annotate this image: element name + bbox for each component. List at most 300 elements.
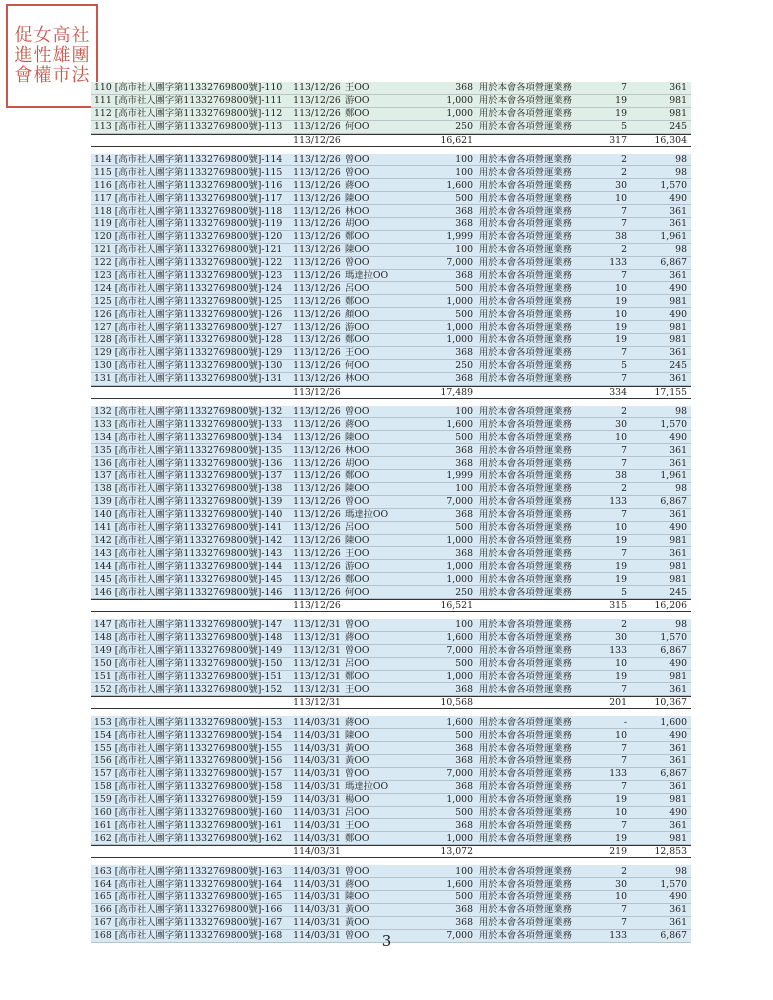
date-cell: 113/12/26 — [293, 560, 341, 572]
net-amount-cell: 361 — [669, 347, 687, 359]
receipt-reference: [高市社人團字第11332769800號]-145 — [114, 573, 283, 585]
receipt-number-cell — [91, 632, 291, 643]
receipt-number-cell — [91, 619, 291, 630]
receipt-reference: [高市社人團字第11332769800號]-168 — [114, 930, 283, 942]
amount-cell: 500 — [455, 308, 473, 320]
donor-name-cell: 胡OO — [345, 218, 370, 230]
amount-cell: 7,000 — [446, 257, 473, 269]
receipt-number-cell — [91, 406, 291, 417]
amount-cell: 368 — [455, 218, 473, 230]
net-amount-cell: 98 — [675, 244, 687, 256]
net-amount-cell: 361 — [669, 205, 687, 217]
fee-cell: 133 — [609, 257, 627, 269]
fee-cell: - — [623, 716, 627, 728]
fee-cell: 19 — [615, 832, 627, 844]
table-row — [91, 334, 691, 347]
purpose-cell: 用於本會各項營運業務 — [479, 547, 572, 559]
row-number: 129 — [94, 347, 112, 359]
amount-cell: 1,000 — [446, 832, 473, 844]
row-number: 163 — [94, 865, 112, 877]
donor-name-cell: 瑪達拉OO — [345, 781, 389, 793]
donor-name-cell: 何OO — [345, 121, 370, 133]
row-number: 119 — [94, 218, 112, 230]
receipt-reference: [高市社人團字第11332769800號]-149 — [114, 645, 283, 657]
donor-name-cell: 蔣OO — [345, 632, 370, 644]
purpose-cell: 用於本會各項營運業務 — [479, 108, 572, 120]
table-row — [91, 768, 691, 781]
row-number: 113 — [94, 121, 112, 133]
receipt-reference: [高市社人團字第11332769800號]-125 — [114, 295, 283, 307]
purpose-cell: 用於本會各項營運業務 — [479, 534, 572, 546]
row-number: 110 — [94, 82, 112, 94]
receipt-number-cell — [91, 154, 291, 165]
net-amount-cell: 361 — [669, 819, 687, 831]
receipt-reference: [高市社人團字第11332769800號]-111 — [114, 95, 283, 107]
receipt-number-cell — [91, 373, 291, 384]
net-amount-cell: 6,867 — [660, 930, 687, 942]
table-row — [91, 683, 691, 696]
receipt-number-cell — [91, 218, 291, 229]
date-cell: 113/12/26 — [293, 166, 341, 178]
amount-cell: 250 — [455, 360, 473, 372]
date-cell: 114/03/31 — [293, 832, 341, 844]
fee-cell: 19 — [615, 794, 627, 806]
date-cell: 114/03/31 — [293, 794, 341, 806]
purpose-cell: 用於本會各項營運業務 — [479, 658, 572, 670]
fee-cell: 19 — [615, 321, 627, 333]
receipt-number-cell — [91, 167, 291, 178]
receipt-number-cell — [91, 917, 291, 928]
table-row — [91, 192, 691, 205]
receipt-reference: [高市社人團字第11332769800號]-119 — [114, 218, 283, 230]
receipt-reference: [高市社人團字第11332769800號]-154 — [114, 729, 283, 741]
amount-cell: 1,000 — [446, 573, 473, 585]
table-row — [91, 742, 691, 755]
receipt-number-cell — [91, 445, 291, 456]
fee-cell: 19 — [615, 295, 627, 307]
fee-cell: 19 — [615, 108, 627, 120]
table-row — [91, 444, 691, 457]
amount-cell: 100 — [455, 166, 473, 178]
date-cell: 113/12/26 — [293, 573, 341, 585]
donor-name-cell: 游OO — [345, 95, 370, 107]
fee-cell: 7 — [621, 742, 627, 754]
donor-name-cell: 游OO — [345, 321, 370, 333]
donor-name-cell: 林OO — [345, 444, 370, 456]
receipt-reference: [高市社人團字第11332769800號]-162 — [114, 832, 283, 844]
row-number: 116 — [94, 179, 112, 191]
subtotal-net-cell: 16,304 — [654, 134, 687, 146]
group-separator — [91, 709, 691, 716]
receipt-number-cell — [91, 496, 291, 507]
donor-name-cell: 黃OO — [345, 917, 370, 929]
fee-cell: 10 — [615, 308, 627, 320]
donor-name-cell: 曾OO — [345, 865, 370, 877]
donor-name-cell: 呂OO — [345, 658, 370, 670]
table-row — [91, 573, 691, 586]
amount-cell: 368 — [455, 755, 473, 767]
table-row — [91, 121, 691, 134]
net-amount-cell: 981 — [669, 670, 687, 682]
fee-cell: 30 — [615, 179, 627, 191]
receipt-number-cell — [91, 108, 291, 119]
receipt-reference: [高市社人團字第11332769800號]-151 — [114, 670, 283, 682]
receipt-reference: [高市社人團字第11332769800號]-161 — [114, 819, 283, 831]
fee-cell: 10 — [615, 891, 627, 903]
net-amount-cell: 981 — [669, 534, 687, 546]
purpose-cell: 用於本會各項營運業務 — [479, 231, 572, 243]
fee-cell: 7 — [621, 904, 627, 916]
receipt-reference: [高市社人團字第11332769800號]-124 — [114, 282, 283, 294]
row-number: 152 — [94, 683, 112, 695]
amount-cell: 100 — [455, 483, 473, 495]
amount-cell: 1,999 — [446, 470, 473, 482]
receipt-number-cell — [91, 432, 291, 443]
fee-cell: 19 — [615, 670, 627, 682]
receipt-reference: [高市社人團字第11332769800號]-134 — [114, 431, 283, 443]
date-cell: 114/03/31 — [293, 729, 341, 741]
donor-name-cell: 鄭OO — [345, 470, 370, 482]
amount-cell: 1,000 — [446, 108, 473, 120]
seal-column: 社 團 法 — [71, 25, 90, 86]
receipt-reference: [高市社人團字第11332769800號]-147 — [114, 619, 283, 631]
row-number: 162 — [94, 832, 112, 844]
net-amount-cell: 981 — [669, 321, 687, 333]
row-number: 165 — [94, 891, 112, 903]
table-row — [91, 179, 691, 192]
date-cell: 114/03/31 — [293, 716, 341, 728]
donor-name-cell: 鄭OO — [345, 832, 370, 844]
purpose-cell: 用於本會各項營運業務 — [479, 154, 572, 165]
amount-cell: 500 — [455, 729, 473, 741]
amount-cell: 368 — [455, 205, 473, 217]
receipt-reference: [高市社人團字第11332769800號]-131 — [114, 373, 283, 385]
purpose-cell: 用於本會各項營運業務 — [479, 347, 572, 359]
fee-cell: 19 — [615, 334, 627, 346]
fee-cell: 5 — [621, 360, 627, 372]
amount-cell: 7,000 — [446, 645, 473, 657]
row-number: 149 — [94, 645, 112, 657]
purpose-cell: 用於本會各項營運業務 — [479, 270, 572, 282]
group-separator — [91, 147, 691, 154]
fee-cell: 7 — [621, 347, 627, 359]
row-number: 118 — [94, 205, 112, 217]
net-amount-cell: 981 — [669, 794, 687, 806]
table-row — [91, 586, 691, 599]
table-row — [91, 347, 691, 360]
receipt-number-cell — [91, 794, 291, 805]
purpose-cell: 用於本會各項營運業務 — [479, 645, 572, 657]
date-cell: 113/12/26 — [293, 586, 341, 598]
date-cell: 113/12/26 — [293, 483, 341, 495]
donor-name-cell: 鄭OO — [345, 670, 370, 682]
purpose-cell: 用於本會各項營運業務 — [479, 716, 572, 728]
amount-cell: 100 — [455, 865, 473, 877]
donor-name-cell: 瑪達拉OO — [345, 509, 389, 521]
seal-column: 女 性 權 — [33, 25, 52, 86]
seal-column: 促 進 會 — [14, 25, 33, 86]
purpose-cell: 用於本會各項營運業務 — [479, 522, 572, 534]
donor-name-cell: 陳OO — [345, 244, 370, 256]
purpose-cell: 用於本會各項營運業務 — [479, 218, 572, 230]
donor-name-cell: 曾OO — [345, 406, 370, 418]
subtotal-date-cell: 113/12/26 — [293, 599, 341, 611]
amount-cell: 368 — [455, 82, 473, 94]
amount-cell: 368 — [455, 683, 473, 695]
date-cell: 113/12/31 — [293, 658, 341, 670]
fee-cell: 7 — [621, 270, 627, 282]
row-number: 168 — [94, 930, 112, 942]
net-amount-cell: 245 — [669, 121, 687, 133]
row-number: 135 — [94, 444, 112, 456]
receipt-number-cell — [91, 283, 291, 294]
date-cell: 113/12/26 — [293, 192, 341, 204]
net-amount-cell: 361 — [669, 444, 687, 456]
date-cell: 113/12/26 — [293, 218, 341, 230]
row-number: 120 — [94, 231, 112, 243]
purpose-cell: 用於本會各項營運業務 — [479, 406, 572, 418]
receipt-reference: [高市社人團字第11332769800號]-127 — [114, 321, 283, 333]
net-amount-cell: 361 — [669, 373, 687, 385]
net-amount-cell: 1,570 — [660, 632, 687, 644]
purpose-cell: 用於本會各項營運業務 — [479, 244, 572, 256]
receipt-reference: [高市社人團字第11332769800號]-150 — [114, 658, 283, 670]
table-row — [91, 231, 691, 244]
purpose-cell: 用於本會各項營運業務 — [479, 257, 572, 269]
date-cell: 113/12/26 — [293, 82, 341, 94]
net-amount-cell: 6,867 — [660, 768, 687, 780]
purpose-cell: 用於本會各項營運業務 — [479, 904, 572, 916]
table-row — [91, 321, 691, 334]
row-number: 139 — [94, 496, 112, 508]
amount-cell: 500 — [455, 282, 473, 294]
amount-cell: 500 — [455, 522, 473, 534]
purpose-cell: 用於本會各項營運業務 — [479, 82, 572, 94]
net-amount-cell: 981 — [669, 832, 687, 844]
row-number: 159 — [94, 794, 112, 806]
fee-cell: 7 — [621, 205, 627, 217]
table-row — [91, 716, 691, 729]
row-number: 156 — [94, 755, 112, 767]
receipt-reference: [高市社人團字第11332769800號]-143 — [114, 547, 283, 559]
subtotal-date-cell: 114/03/31 — [293, 846, 341, 858]
row-number: 122 — [94, 257, 112, 269]
receipt-reference: [高市社人團字第11332769800號]-129 — [114, 347, 283, 359]
fee-cell: 5 — [621, 586, 627, 598]
receipt-reference: [高市社人團字第11332769800號]-136 — [114, 457, 283, 469]
table-row — [91, 917, 691, 930]
purpose-cell: 用於本會各項營運業務 — [479, 444, 572, 456]
amount-cell: 1,600 — [446, 716, 473, 728]
amount-cell: 368 — [455, 917, 473, 929]
table-row — [91, 632, 691, 645]
amount-cell: 368 — [455, 270, 473, 282]
table-row — [91, 483, 691, 496]
net-amount-cell: 490 — [669, 308, 687, 320]
table-row — [91, 496, 691, 509]
net-amount-cell: 1,600 — [660, 716, 687, 728]
row-number: 144 — [94, 560, 112, 572]
amount-cell: 1,000 — [446, 534, 473, 546]
net-amount-cell: 245 — [669, 586, 687, 598]
table-row — [91, 904, 691, 917]
row-number: 126 — [94, 308, 112, 320]
net-amount-cell: 490 — [669, 729, 687, 741]
amount-cell: 100 — [455, 244, 473, 256]
amount-cell: 500 — [455, 658, 473, 670]
amount-cell: 368 — [455, 457, 473, 469]
net-amount-cell: 490 — [669, 192, 687, 204]
table-row — [91, 166, 691, 179]
fee-cell: 2 — [621, 483, 627, 495]
amount-cell: 7,000 — [446, 496, 473, 508]
donor-name-cell: 王OO — [345, 82, 370, 94]
table-row — [91, 755, 691, 768]
net-amount-cell: 1,570 — [660, 878, 687, 890]
donor-name-cell: 何OO — [345, 586, 370, 598]
fee-cell: 2 — [621, 244, 627, 256]
date-cell: 113/12/26 — [293, 509, 341, 521]
row-number: 114 — [94, 154, 112, 165]
purpose-cell: 用於本會各項營運業務 — [479, 832, 572, 844]
net-amount-cell: 98 — [675, 619, 687, 631]
date-cell: 113/12/26 — [293, 418, 341, 430]
net-amount-cell: 6,867 — [660, 257, 687, 269]
row-number: 138 — [94, 483, 112, 495]
fee-cell: 2 — [621, 406, 627, 418]
receipt-reference: [高市社人團字第11332769800號]-163 — [114, 865, 283, 877]
receipt-number-cell — [91, 781, 291, 792]
fee-cell: 7 — [621, 82, 627, 94]
receipt-number-cell — [91, 684, 291, 695]
net-amount-cell: 490 — [669, 522, 687, 534]
receipt-number-cell — [91, 743, 291, 754]
purpose-cell: 用於本會各項營運業務 — [479, 166, 572, 178]
receipt-reference: [高市社人團字第11332769800號]-112 — [114, 108, 283, 120]
donor-name-cell: 陳OO — [345, 431, 370, 443]
donor-name-cell: 陳OO — [345, 483, 370, 495]
receipt-number-cell — [91, 755, 291, 766]
row-number: 128 — [94, 334, 112, 346]
row-number: 155 — [94, 742, 112, 754]
receipt-reference: [高市社人團字第11332769800號]-165 — [114, 891, 283, 903]
net-amount-cell: 98 — [675, 406, 687, 418]
receipt-number-cell — [91, 334, 291, 345]
receipt-reference: [高市社人團字第11332769800號]-123 — [114, 270, 283, 282]
purpose-cell: 用於本會各項營運業務 — [479, 95, 572, 107]
receipt-number-cell — [91, 257, 291, 268]
net-amount-cell: 490 — [669, 806, 687, 818]
net-amount-cell: 98 — [675, 483, 687, 495]
net-amount-cell: 98 — [675, 154, 687, 165]
table-row — [91, 509, 691, 522]
amount-cell: 368 — [455, 373, 473, 385]
date-cell: 113/12/26 — [293, 547, 341, 559]
donor-name-cell: 蔣OO — [345, 179, 370, 191]
amount-cell: 368 — [455, 742, 473, 754]
donor-name-cell: 鄭OO — [345, 334, 370, 346]
fee-cell: 10 — [615, 282, 627, 294]
fee-cell: 10 — [615, 192, 627, 204]
donor-name-cell: 曾OO — [345, 645, 370, 657]
subtotal-row — [91, 696, 691, 709]
seal-column: 高 雄 市 — [52, 25, 71, 86]
receipt-reference: [高市社人團字第11332769800號]-115 — [114, 166, 283, 178]
receipt-number-cell — [91, 296, 291, 307]
table-row — [91, 781, 691, 794]
net-amount-cell: 981 — [669, 573, 687, 585]
receipt-reference: [高市社人團字第11332769800號]-113 — [114, 121, 283, 133]
date-cell: 114/03/31 — [293, 768, 341, 780]
date-cell: 114/03/31 — [293, 742, 341, 754]
purpose-cell: 用於本會各項營運業務 — [479, 121, 572, 133]
amount-cell: 1,000 — [446, 321, 473, 333]
table-row — [91, 794, 691, 807]
fee-cell: 133 — [609, 930, 627, 942]
receipt-number-cell — [91, 309, 291, 320]
date-cell: 113/12/26 — [293, 431, 341, 443]
table-row — [91, 270, 691, 283]
receipt-number-cell — [91, 322, 291, 333]
amount-cell: 368 — [455, 547, 473, 559]
donor-name-cell: 鄭OO — [345, 108, 370, 120]
row-number: 154 — [94, 729, 112, 741]
subtotal-row — [91, 134, 691, 147]
receipt-number-cell — [91, 730, 291, 741]
table-row — [91, 671, 691, 684]
table-row — [91, 729, 691, 742]
fee-cell: 133 — [609, 645, 627, 657]
group-separator — [91, 399, 691, 406]
receipt-number-cell — [91, 193, 291, 204]
amount-cell: 368 — [455, 904, 473, 916]
donor-name-cell: 黃OO — [345, 742, 370, 754]
amount-cell: 368 — [455, 781, 473, 793]
table-row — [91, 205, 691, 218]
donor-name-cell: 陳OO — [345, 192, 370, 204]
donor-name-cell: 曾OO — [345, 619, 370, 631]
row-number: 132 — [94, 406, 112, 418]
date-cell: 113/12/31 — [293, 683, 341, 695]
date-cell: 113/12/26 — [293, 373, 341, 385]
row-number: 142 — [94, 534, 112, 546]
purpose-cell: 用於本會各項營運業務 — [479, 632, 572, 644]
date-cell: 114/03/31 — [293, 819, 341, 831]
amount-cell: 500 — [455, 806, 473, 818]
receipt-number-cell — [91, 645, 291, 656]
amount-cell: 500 — [455, 192, 473, 204]
row-number: 145 — [94, 573, 112, 585]
row-number: 112 — [94, 108, 112, 120]
net-amount-cell: 361 — [669, 270, 687, 282]
net-amount-cell: 1,961 — [660, 231, 687, 243]
amount-cell: 1,000 — [446, 95, 473, 107]
row-number: 136 — [94, 457, 112, 469]
purpose-cell: 用於本會各項營運業務 — [479, 865, 572, 877]
date-cell: 113/12/26 — [293, 334, 341, 346]
table-row — [91, 154, 691, 167]
fee-cell: 133 — [609, 496, 627, 508]
purpose-cell: 用於本會各項營運業務 — [479, 483, 572, 495]
table-row — [91, 418, 691, 431]
row-number: 160 — [94, 806, 112, 818]
date-cell: 114/03/31 — [293, 865, 341, 877]
row-number: 117 — [94, 192, 112, 204]
date-cell: 113/12/31 — [293, 632, 341, 644]
table-row — [91, 295, 691, 308]
date-cell: 113/12/26 — [293, 179, 341, 191]
receipt-reference: [高市社人團字第11332769800號]-141 — [114, 522, 283, 534]
